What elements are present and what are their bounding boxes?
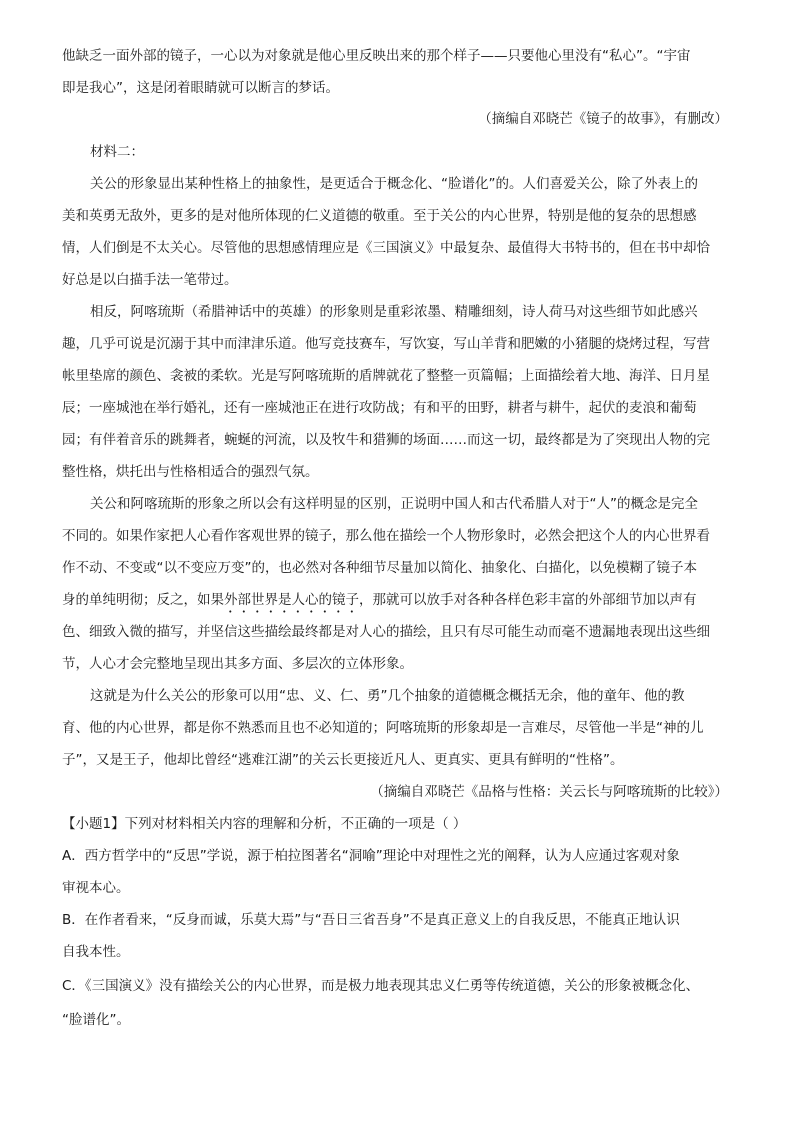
text-line: 他缺乏一面外部的镜子，一心以为对象就是他心里反映出来的那个样子——只要他心里没有“私心”。“宇宙 — [62, 48, 691, 64]
section-heading: 材料二： — [90, 144, 144, 160]
text-line: 趣，几乎可说是沉溺于其中而津津乐道。他写竞技赛车，写饮宴，写山羊背和肥嫩的小猪腿的烧烤过程，写营 — [62, 336, 710, 352]
option-b-cont: 自我本性。 — [62, 944, 130, 960]
text-line: 园；有伴着音乐的跳舞者，蜿蜒的河流，以及牧牛和猎狮的场面……而这一切，最终都是为了突现出人物的完 — [62, 432, 710, 448]
text-line: 节，人心才会完整地呈现出其多方面、多层次的立体形象。 — [62, 656, 413, 672]
option-b: B．在作者看来，“反身而诚，乐莫大焉”与“吾日三省吾身”不是真正意义上的自我反思，不能真正地认识 — [62, 912, 680, 928]
text-segment: 身的单纯明彻；反之，如果 — [62, 592, 224, 608]
text-line: 这就是为什么关公的形象可以用“忠、义、仁、勇”几个抽象的道德概念概括无余，他的童年、他的教 — [90, 688, 685, 704]
text-line: 美和英勇无敌外，更多的是对他所体现的仁义道德的敬重。至于关公的内心世界，特别是他的复杂的思想感 — [62, 208, 697, 224]
text-line: 辰；一座城池在举行婚礼，还有一座城池正在进行攻防战；有和平的田野，耕者与耕牛，起伏的麦浪和葡萄 — [62, 400, 697, 416]
option-a: A．西方哲学中的“反思”学说，源于柏拉图著名“洞喻”理论中对理性之光的阐释，认为人应通过客观对象 — [62, 848, 680, 864]
question-stem: 【小题1】下列对材料相关内容的理解和分析，不正确的一项是（ ） — [62, 816, 467, 832]
source-citation: （摘编自邓晓芒《品格与性格：关云长与阿喀琉斯的比较》） — [370, 784, 728, 800]
text-line: 好总是以白描手法一笔带过。 — [62, 272, 238, 288]
option-c-cont: “脸谱化”。 — [62, 1012, 130, 1028]
text-line: 关公的形象显出某种性格上的抽象性，是更适合于概念化、“脸谱化”的。人们喜爱关公，除了外表上的 — [90, 176, 698, 192]
text-segment: ，那就可以放手对各种各样色彩丰富的外部细节加以声有 — [359, 592, 697, 608]
text-line: 帐里垫席的颜色、衾被的柔软。光是写阿喀琉斯的盾牌就花了整整一页篇幅；上面描绘着大地、海洋、日月星 — [62, 368, 710, 384]
text-line — [62, 590, 697, 616]
text-line: 相反，阿喀琉斯（希腊神话中的英雄）的形象则是重彩浓墨、精雕细刻，诗人荷马对这些细节如此感兴 — [90, 304, 698, 320]
text-line: 作不动、不变或“以不变应万变”的，也必然对各种细节尽量加以简化、抽象化、白描化，以免模糊了镜子本 — [62, 560, 697, 576]
source-citation: （摘编自邓晓芒《镜子的故事》，有删改） — [478, 111, 728, 127]
text-line: 子”，又是王子，他却比曾经“逃难江湖”的关云长更接近凡人、更真实、更具有鲜明的“性格”。 — [62, 752, 624, 768]
text-line: 即是我心”，这是闭着眼睛就可以断言的梦话。 — [62, 80, 339, 96]
text-line: 关公和阿喀琉斯的形象之所以会有这样明显的区别，正说明中国人和古代希腊人对于“人”的概念是完全 — [90, 496, 698, 512]
text-line: 不同的。如果作家把人心看作客观世界的镜子，那么他在描绘一个人物形象时，必然会把这个人的内心世界看 — [62, 528, 710, 544]
text-line: 情，人们倒是不太关心。尽管他的思想感情理应是《三国演义》中最复杂、最值得大书特书的，但在书中却恰 — [62, 240, 710, 256]
emphasized-phrase: 外部世界是人心的镜子 — [224, 592, 359, 608]
option-c: C．《三国演义》没有描绘关公的内心世界，而是极力地表现其忠义仁勇等传统道德，关公的形象被概念化、 — [62, 978, 700, 994]
text-line: 育、他的内心世界，都是你不熟悉而且也不必知道的；阿喀琉斯的形象却是一言难尽，尽管他一半是“神的儿 — [62, 720, 704, 736]
text-line: 色、细致入微的描写，并坚信这些描绘最终都是对人心的描绘，且只有尽可能生动而毫不遗漏地表现出这些细 — [62, 624, 710, 640]
text-line: 整性格，烘托出与性格相适合的强烈气氛。 — [62, 464, 319, 480]
option-a-cont: 审视本心。 — [62, 880, 130, 896]
